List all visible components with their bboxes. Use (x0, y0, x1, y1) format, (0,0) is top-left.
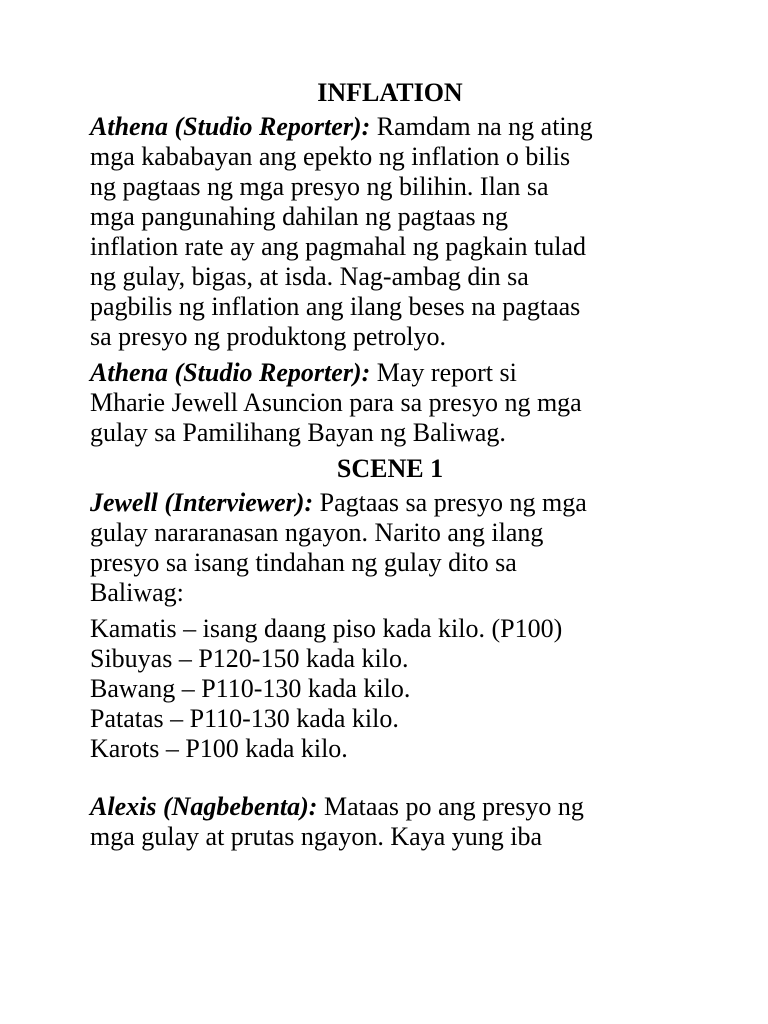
paragraph-text: May report si (370, 358, 517, 387)
paragraph-line: ng gulay, bigas, at isda. Nag-ambag din sa (90, 262, 529, 291)
paragraph-line: gulay nararanasan ngayon. Narito ang ilang (90, 518, 544, 547)
price-item: Bawang – P110-130 kada kilo. (90, 674, 411, 703)
paragraph-line (90, 488, 690, 518)
paragraph-alexis (90, 792, 690, 852)
speaker-label: Athena (Studio Reporter): (90, 112, 371, 141)
paragraph-athena-2 (90, 358, 690, 448)
paragraph-jewell (90, 488, 690, 608)
paragraph-line: mga gulay at prutas ngayon. Kaya yung iba (90, 822, 542, 851)
price-item: Sibuyas – P120-150 kada kilo. (90, 644, 409, 673)
paragraph-line (90, 112, 690, 142)
speaker-label: Alexis (Nagbebenta): (90, 792, 318, 821)
paragraph-line: sa presyo ng produktong petrolyo. (90, 322, 447, 351)
paragraph-line: Baliwag: (90, 578, 184, 607)
price-list (90, 614, 690, 764)
paragraph-text: Mataas po ang presyo ng (317, 792, 584, 821)
paragraph-line: pagbilis ng inflation ang ilang beses na pagtaas (90, 292, 581, 321)
paragraph-line: mga pangunahing dahilan ng pagtaas ng (90, 202, 509, 231)
speaker-label: Jewell (Interviewer): (90, 488, 314, 517)
paragraph-text: Ramdam na ng ating (370, 112, 593, 141)
blank-line (90, 764, 690, 792)
paragraph-line: presyo sa isang tindahan ng gulay dito sa (90, 548, 517, 577)
document-page (90, 78, 690, 858)
price-item: Karots – P100 kada kilo. (90, 734, 348, 763)
document-title: INFLATION (317, 78, 463, 107)
paragraph-line: gulay sa Pamilihang Bayan ng Baliwag. (90, 418, 506, 447)
scene-heading: SCENE 1 (336, 454, 444, 483)
paragraph-text: Pagtaas sa presyo ng mga (313, 488, 587, 517)
price-item: Patatas – P110-130 kada kilo. (90, 704, 399, 733)
paragraph-line: inflation rate ay ang pagmahal ng pagkain tulad (90, 232, 586, 261)
price-item: Kamatis – isang daang piso kada kilo. (P100) (90, 614, 563, 643)
paragraph-line: mga kababayan ang epekto ng inflation o bilis (90, 142, 571, 171)
paragraph-line (90, 792, 690, 822)
speaker-label: Athena (Studio Reporter): (90, 358, 371, 387)
paragraph-line: Mharie Jewell Asuncion para sa presyo ng mga (90, 388, 582, 417)
paragraph-line: ng pagtaas ng mga presyo ng bilihin. Ilan sa (90, 172, 549, 201)
paragraph-athena-1 (90, 112, 690, 352)
paragraph-line (90, 358, 690, 388)
